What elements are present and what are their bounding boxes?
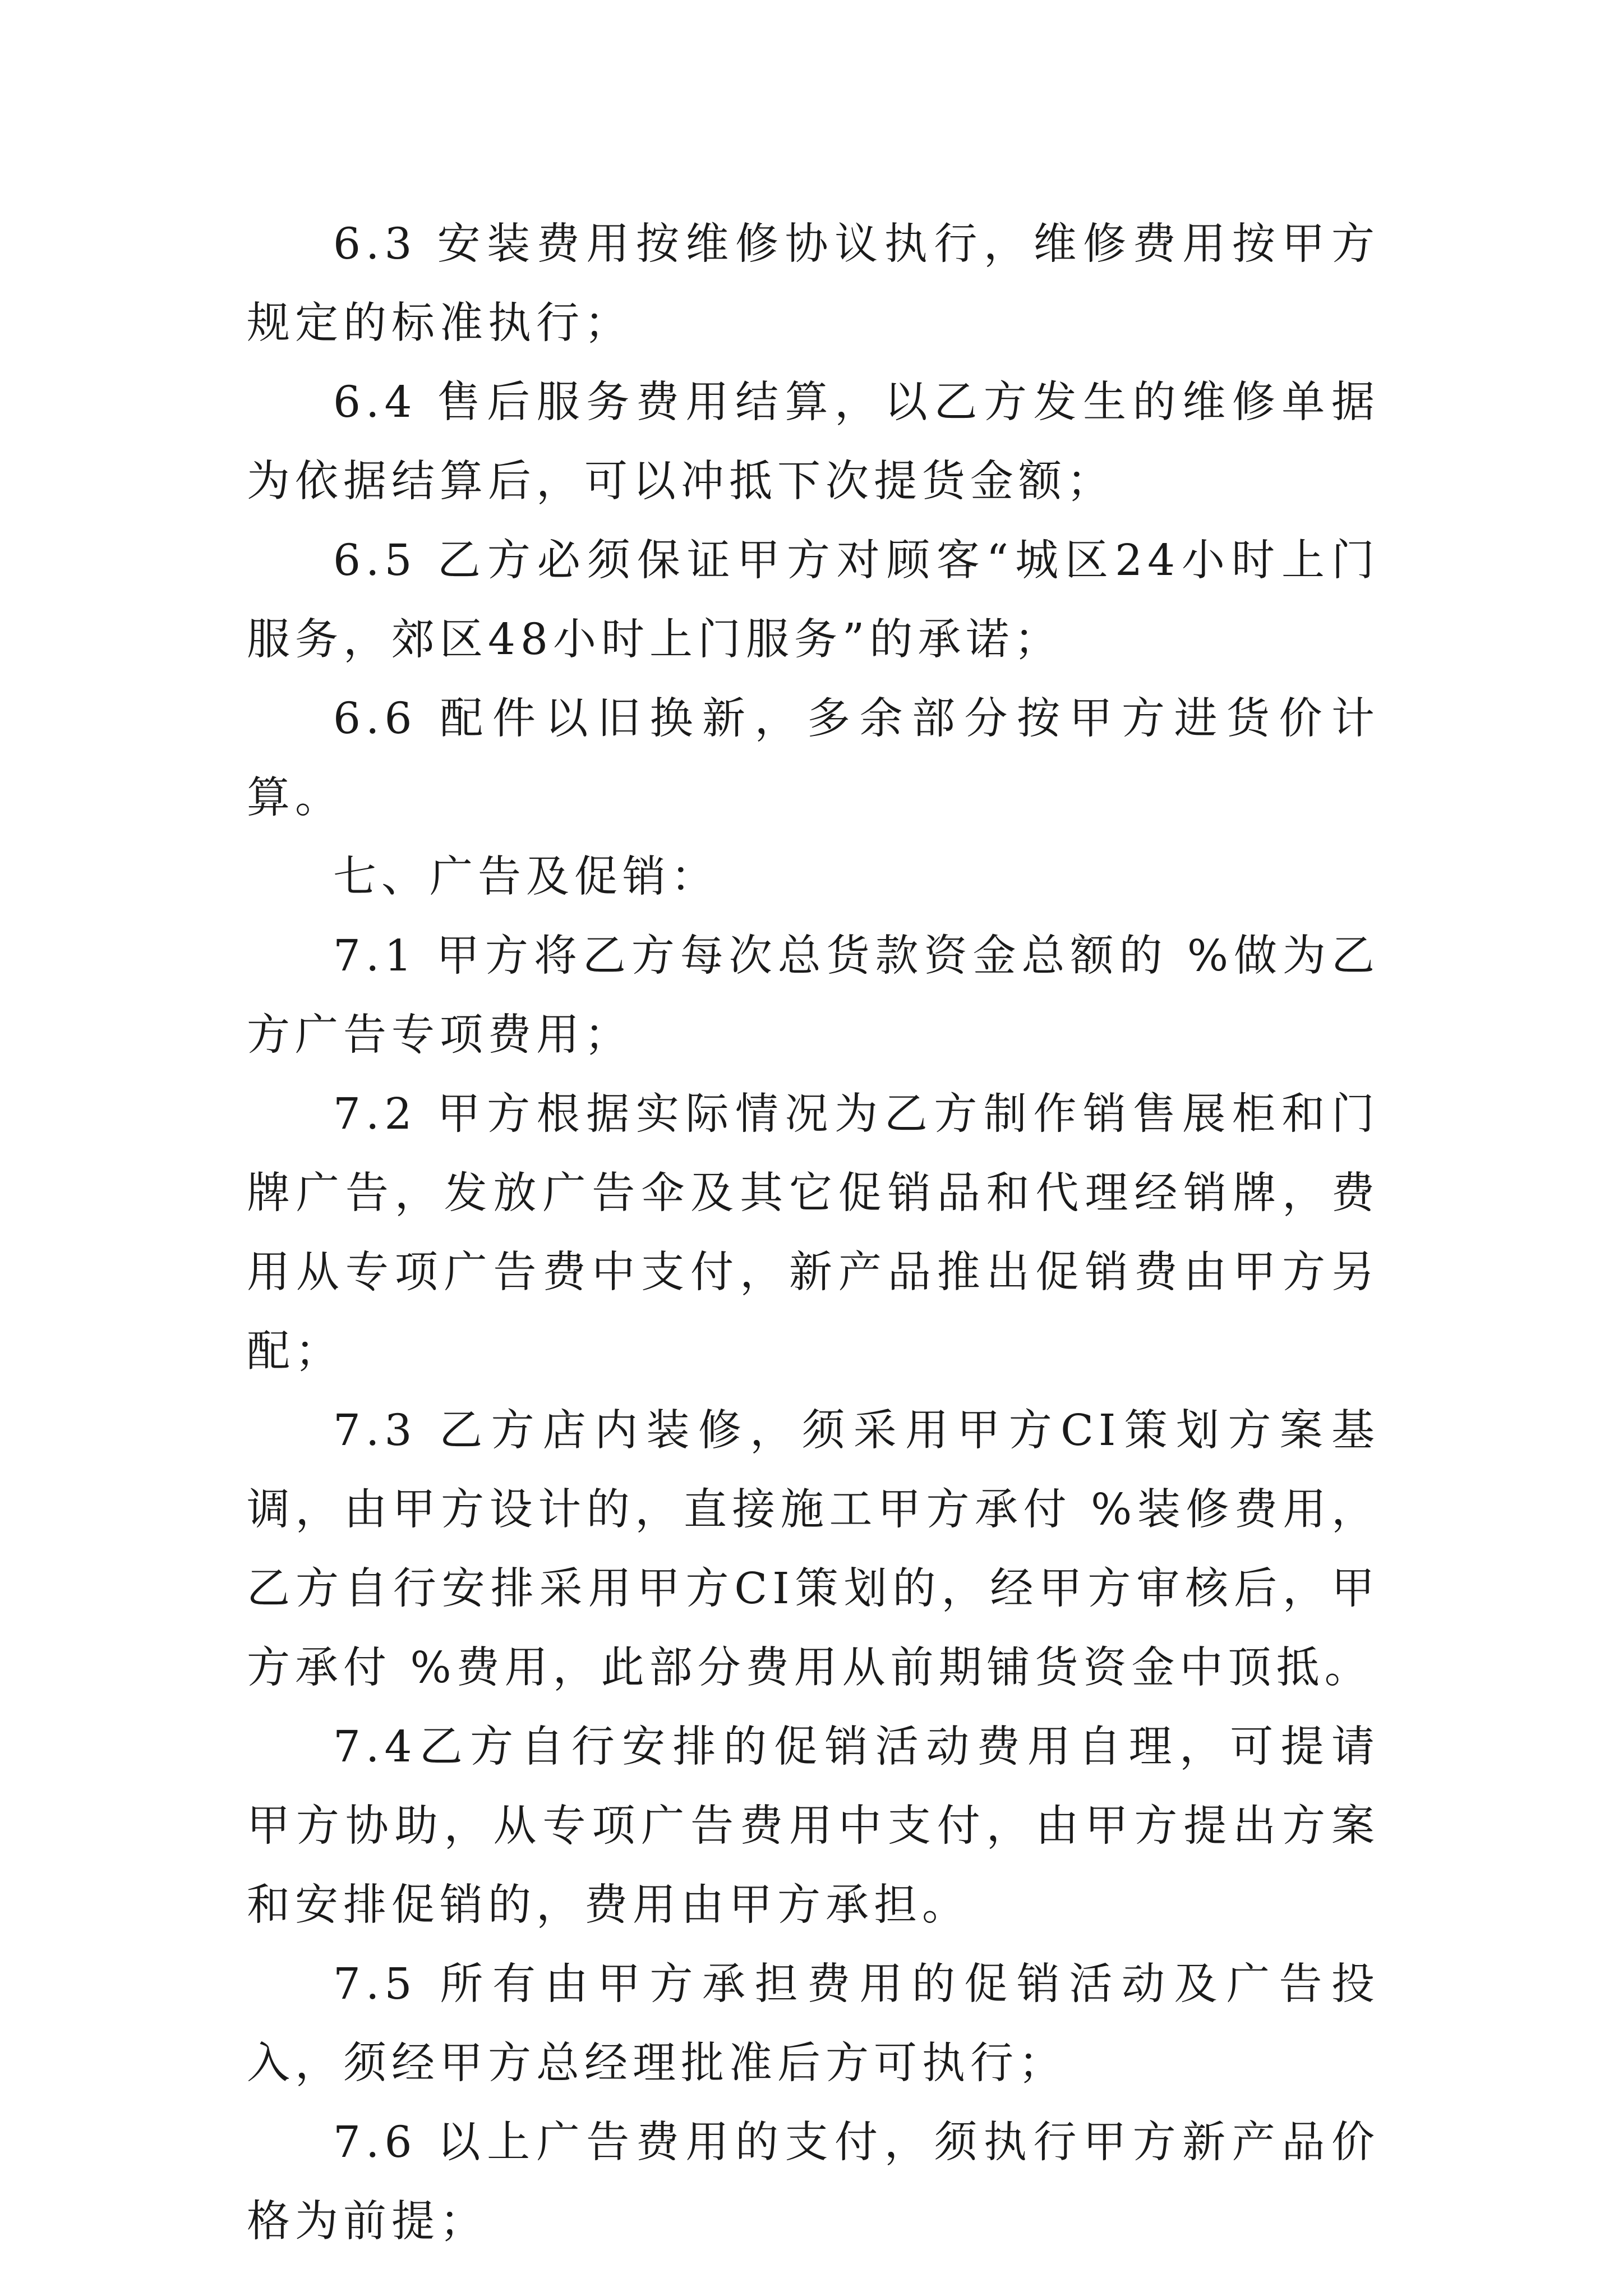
clause-7-6: 7.6 以上广告费用的支付，须执行甲方新产品价格为前提； xyxy=(247,2118,1380,2247)
clause-6-4: 6.4 售后服务费用结算，以乙方发生的维修单据为依据结算后，可以冲抵下次提货金额； xyxy=(247,378,1380,507)
document-body xyxy=(247,205,1380,2261)
clause-6-5: 6.5 乙方必须保证甲方对顾客“城区24小时上门服务，郊区48小时上门服务”的承诺； xyxy=(247,536,1380,665)
clause-7-5: 7.5 所有由甲方承担费用的促销活动及广告投入，须经甲方总经理批准后方可执行； xyxy=(247,1959,1380,2088)
clause-7-3: 7.3 乙方店内装修，须采用甲方CI策划方案基调，由甲方设计的，直接施工甲方承付 %装修费用，乙方自行安排采用甲方CI策划的，经甲方审核后，甲方承付 %费用，此部分费用从前期铺货资金中顶抵。 xyxy=(247,1406,1380,1693)
clause-6-3: 6.3 安装费用按维修协议执行，维修费用按甲方规定的标准执行； xyxy=(247,219,1380,348)
clause-7-2: 7.2 甲方根据实际情况为乙方制作销售展柜和门牌广告，发放广告伞及其它促销品和代理经销牌，费用从专项广告费中支付，新产品推出促销费由甲方另配； xyxy=(247,1089,1380,1377)
clause-7-4: 7.4乙方自行安排的促销活动费用自理，可提请甲方协助，从专项广告费用中支付，由甲方提出方案和安排促销的，费用由甲方承担。 xyxy=(247,1722,1380,1930)
clause-6-6: 6.6 配件以旧换新，多余部分按甲方进货价计算。 xyxy=(247,694,1380,823)
clause-7-1: 7.1 甲方将乙方每次总货款资金总额的 %做为乙方广告专项费用； xyxy=(247,931,1380,1060)
section-heading-7: 七、广告及促销： xyxy=(333,852,719,902)
